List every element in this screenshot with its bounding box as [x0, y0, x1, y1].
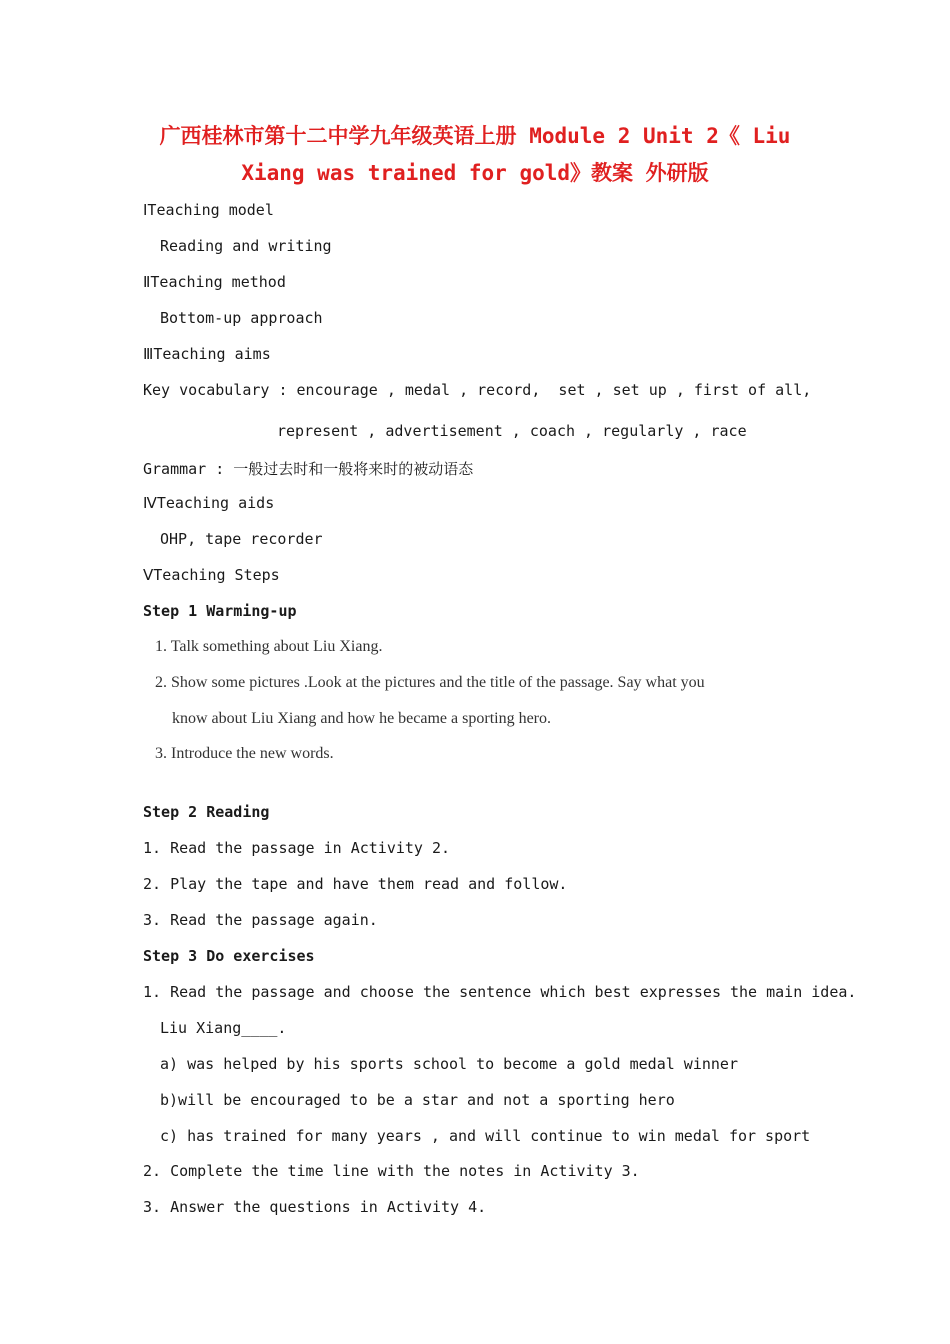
step1-heading: Step 1 Warming-up: [143, 602, 297, 620]
step3-option-a: a) was helped by his sports school to become a gold medal winner: [160, 1055, 738, 1073]
teaching-aids-heading: ⅣTeaching aids: [143, 494, 275, 512]
teaching-model-heading: ⅠTeaching model: [143, 201, 274, 219]
step3-option-b: b)will be encouraged to be a star and not a sporting hero: [160, 1091, 675, 1109]
step3-item-1-stem: Liu Xiang____.: [160, 1019, 287, 1037]
title-line-1: 广西桂林市第十二中学九年级英语上册 Module 2 Unit 2《 Liu: [159, 124, 791, 148]
teaching-method-heading: ⅡTeaching method: [143, 273, 286, 291]
grammar-line: Grammar : 一般过去时和一般将来时的被动语态: [143, 460, 474, 478]
step2-item-1: 1. Read the passage in Activity 2.: [143, 839, 451, 857]
key-vocabulary-line-1: Key vocabulary : encourage , medal , record, set , set up , first of all,: [143, 381, 812, 399]
step3-heading: Step 3 Do exercises: [143, 947, 315, 965]
step2-heading: Step 2 Reading: [143, 803, 270, 821]
teaching-method-body: Bottom-up approach: [160, 309, 323, 327]
teaching-aids-body: OHP, tape recorder: [160, 530, 323, 548]
step2-item-3: 3. Read the passage again.: [143, 911, 378, 929]
step1-item-1: 1. Talk something about Liu Xiang.: [155, 638, 383, 655]
teaching-model-body: Reading and writing: [160, 237, 332, 255]
step3-item-3: 3. Answer the questions in Activity 4.: [143, 1198, 487, 1216]
step1-item-3: 3. Introduce the new words.: [155, 745, 334, 762]
key-vocabulary-line-2: represent , advertisement , coach , regularly , race: [277, 422, 747, 440]
title-line-2: Xiang was trained for gold》教案 外研版: [241, 161, 709, 185]
step3-item-2: 2. Complete the time line with the notes in Activity 3.: [143, 1162, 640, 1180]
step3-item-1: 1. Read the passage and choose the sentence which best expresses the main idea.: [143, 983, 857, 1001]
step2-item-2: 2. Play the tape and have them read and follow.: [143, 875, 568, 893]
step1-item-2-cont: know about Liu Xiang and how he became a sporting hero.: [172, 710, 552, 727]
step1-item-2: 2. Show some pictures .Look at the pictures and the title of the passage. Say what you: [155, 674, 705, 691]
step3-option-c: c) has trained for many years , and will continue to win medal for sport: [160, 1127, 811, 1145]
teaching-aims-heading: ⅢTeaching aims: [143, 345, 271, 363]
teaching-steps-heading: ⅤTeaching Steps: [143, 566, 280, 584]
document-title: [120, 118, 830, 192]
